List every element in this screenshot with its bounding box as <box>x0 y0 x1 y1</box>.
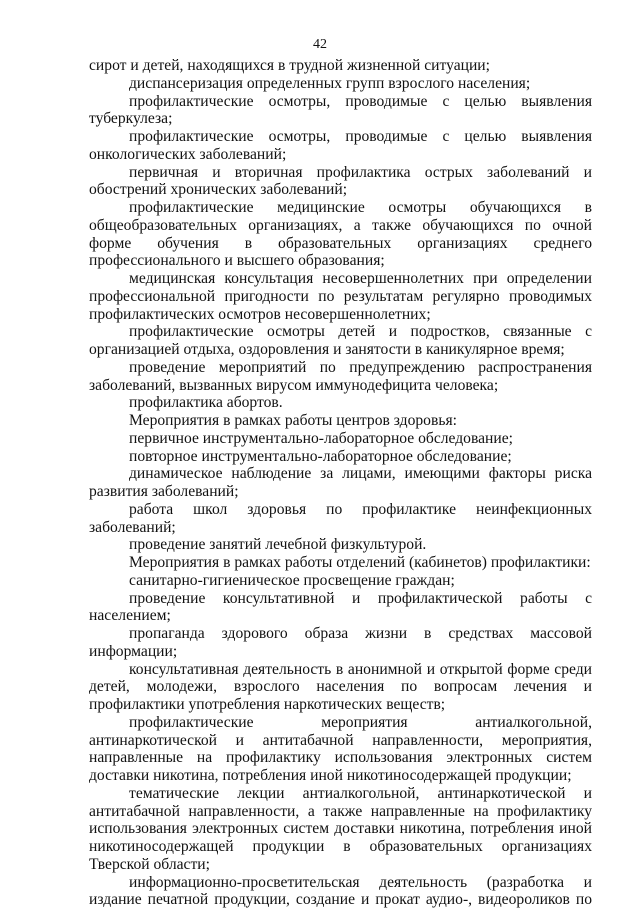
paragraph: первичная и вторичная профилактика острых заболеваний и обострений хронических заболеваний; <box>89 164 592 200</box>
document-body <box>89 57 592 909</box>
paragraph: профилактические осмотры детей и подростков, связанные с организацией отдыха, оздоровления и занятости в каникулярное время; <box>89 323 592 359</box>
page-number: 42 <box>0 37 640 53</box>
paragraph: сирот и детей, находящихся в трудной жизненной ситуации; <box>89 57 592 75</box>
paragraph: проведение консультативной и профилактической работы с населением; <box>89 590 592 626</box>
paragraph: проведение занятий лечебной физкультурой. <box>89 536 592 554</box>
paragraph: динамическое наблюдение за лицами, имеющими факторы риска развития заболеваний; <box>89 465 592 501</box>
paragraph: пропаганда здорового образа жизни в средствах массовой информации; <box>89 625 592 661</box>
paragraph: профилактические осмотры, проводимые с целью выявления онкологических заболеваний; <box>89 128 592 164</box>
paragraph: консультативная деятельность в анонимной и открытой форме среди детей, молодежи, взрослого населения по вопросам лечения и профилактики употребления наркотических веществ; <box>89 661 592 714</box>
paragraph: профилактические медицинские осмотры обучающихся в общеобразовательных организациях, а также обучающихся по очной форме обучения в образовательных организациях среднего профессионального и высшего образования; <box>89 199 592 270</box>
section-heading: Мероприятия в рамках работы отделений (кабинетов) профилактики: <box>89 554 592 572</box>
paragraph: повторное инструментально-лабораторное обследование; <box>89 448 592 466</box>
paragraph: работа школ здоровья по профилактике неинфекционных заболеваний; <box>89 501 592 537</box>
paragraph: первичное инструментально-лабораторное обследование; <box>89 430 592 448</box>
paragraph: профилактические осмотры, проводимые с целью выявления туберкулеза; <box>89 93 592 129</box>
paragraph: профилактические мероприятия антиалкогольной, антинаркотической и антитабачной направленности, мероприятия, направленные на профилактику использования электронных систем доставки никотина, потребления иной никотиносодержащей продукции; <box>89 714 592 785</box>
paragraph: профилактика абортов. <box>89 394 592 412</box>
paragraph: диспансеризация определенных групп взрослого населения; <box>89 75 592 93</box>
paragraph: тематические лекции антиалкогольной, антинаркотической и антитабачной направленности, а также направленные на профилактику использования электронных систем доставки никотина, потребления иной никотиносодержащей продукции в образовательных организациях Тверской области; <box>89 785 592 874</box>
paragraph: санитарно-гигиеническое просвещение граждан; <box>89 572 592 590</box>
paragraph: медицинская консультация несовершеннолетних при определении профессиональной пригодности по результатам регулярно проводимых профилактических осмотров несовершеннолетних; <box>89 270 592 323</box>
paragraph: информационно-просветительская деятельность (разработка и издание печатной продукции, создание и прокат аудио-, видеороликов по <box>89 874 592 909</box>
paragraph: проведение мероприятий по предупреждению распространения заболеваний, вызванных вирусом иммунодефицита человека; <box>89 359 592 395</box>
section-heading: Мероприятия в рамках работы центров здоровья: <box>89 412 592 430</box>
